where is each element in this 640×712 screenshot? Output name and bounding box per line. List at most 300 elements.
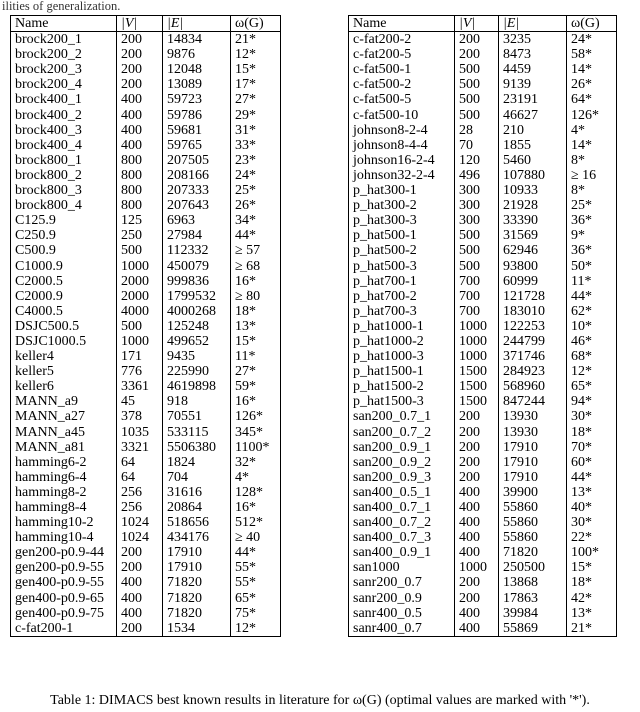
cell-clique-number: ≥ 80 bbox=[231, 289, 281, 304]
table-row bbox=[349, 259, 617, 274]
cell-vertices: 250 bbox=[117, 228, 163, 243]
cell-clique-number: 64* bbox=[567, 92, 617, 107]
cell-name: p_hat1500-1 bbox=[349, 364, 455, 379]
cell-vertices: 496 bbox=[455, 168, 499, 183]
cell-clique-number: 44* bbox=[567, 470, 617, 485]
cell-edges: 39984 bbox=[499, 606, 567, 621]
table-row bbox=[349, 394, 617, 409]
cell-edges: 207643 bbox=[163, 198, 231, 213]
cell-name: johnson8-4-4 bbox=[349, 138, 455, 153]
cell-vertices: 2000 bbox=[117, 274, 163, 289]
cell-edges: 207505 bbox=[163, 153, 231, 168]
cell-name: san200_0.7_2 bbox=[349, 425, 455, 440]
cell-vertices: 500 bbox=[455, 62, 499, 77]
cell-name: hamming10-4 bbox=[11, 530, 117, 545]
cell-name: san1000 bbox=[349, 560, 455, 575]
cell-clique-number: 50* bbox=[567, 259, 617, 274]
table-row bbox=[11, 138, 281, 153]
cell-clique-number: 18* bbox=[567, 575, 617, 590]
cell-name: san400_0.7_3 bbox=[349, 530, 455, 545]
cell-clique-number: 9* bbox=[567, 228, 617, 243]
cell-edges: 208166 bbox=[163, 168, 231, 183]
cell-clique-number: 21* bbox=[231, 32, 281, 48]
cell-clique-number: 55* bbox=[231, 575, 281, 590]
cell-clique-number: ≥ 57 bbox=[231, 243, 281, 258]
cell-clique-number: 12* bbox=[231, 621, 281, 637]
table-row bbox=[349, 485, 617, 500]
table-row bbox=[11, 349, 281, 364]
cell-vertices: 70 bbox=[455, 138, 499, 153]
cell-name: brock200_2 bbox=[11, 47, 117, 62]
cell-name: p_hat500-2 bbox=[349, 243, 455, 258]
table-row bbox=[11, 243, 281, 258]
table-row bbox=[11, 425, 281, 440]
table-row bbox=[11, 62, 281, 77]
col-header-edges: |E| bbox=[499, 16, 567, 32]
cell-name: C250.9 bbox=[11, 228, 117, 243]
cell-edges: 17910 bbox=[499, 455, 567, 470]
cell-clique-number: 11* bbox=[231, 349, 281, 364]
table-row bbox=[11, 606, 281, 621]
cell-vertices: 1000 bbox=[117, 259, 163, 274]
cell-vertices: 400 bbox=[455, 500, 499, 515]
table-row bbox=[349, 530, 617, 545]
cell-edges: 59723 bbox=[163, 92, 231, 107]
cell-vertices: 400 bbox=[117, 108, 163, 123]
cell-clique-number: 15* bbox=[231, 62, 281, 77]
cell-name: san400_0.9_1 bbox=[349, 545, 455, 560]
table-row bbox=[349, 289, 617, 304]
cell-clique-number: 24* bbox=[567, 32, 617, 48]
cell-clique-number: 14* bbox=[567, 62, 617, 77]
cell-name: sanr200_0.7 bbox=[349, 575, 455, 590]
cell-vertices: 400 bbox=[117, 591, 163, 606]
cell-edges: 10933 bbox=[499, 183, 567, 198]
cell-clique-number: 126* bbox=[231, 409, 281, 424]
cell-name: MANN_a9 bbox=[11, 394, 117, 409]
cell-vertices: 500 bbox=[455, 92, 499, 107]
cell-edges: 31569 bbox=[499, 228, 567, 243]
cell-edges: 13089 bbox=[163, 77, 231, 92]
cell-vertices: 200 bbox=[455, 409, 499, 424]
cell-edges: 1855 bbox=[499, 138, 567, 153]
cell-vertices: 200 bbox=[455, 425, 499, 440]
cell-name: brock400_2 bbox=[11, 108, 117, 123]
cell-edges: 23191 bbox=[499, 92, 567, 107]
cell-vertices: 400 bbox=[455, 545, 499, 560]
cell-vertices: 500 bbox=[455, 259, 499, 274]
cell-vertices: 200 bbox=[117, 47, 163, 62]
cell-clique-number: 1100* bbox=[231, 440, 281, 455]
cell-vertices: 300 bbox=[455, 198, 499, 213]
cell-vertices: 1500 bbox=[455, 364, 499, 379]
table-row bbox=[349, 168, 617, 183]
table-row bbox=[11, 485, 281, 500]
cell-clique-number: 126* bbox=[567, 108, 617, 123]
table-row bbox=[11, 47, 281, 62]
cell-name: brock800_2 bbox=[11, 168, 117, 183]
cell-edges: 21928 bbox=[499, 198, 567, 213]
cell-vertices: 1000 bbox=[455, 334, 499, 349]
cell-clique-number: 30* bbox=[567, 515, 617, 530]
cell-edges: 6963 bbox=[163, 213, 231, 228]
cell-clique-number: 13* bbox=[567, 485, 617, 500]
cell-vertices: 378 bbox=[117, 409, 163, 424]
cell-edges: 17863 bbox=[499, 591, 567, 606]
cell-clique-number: 40* bbox=[567, 500, 617, 515]
cell-name: p_hat1000-3 bbox=[349, 349, 455, 364]
cell-clique-number: 12* bbox=[567, 364, 617, 379]
cell-vertices: 500 bbox=[117, 319, 163, 334]
cell-clique-number: 13* bbox=[231, 319, 281, 334]
cell-edges: 55860 bbox=[499, 500, 567, 515]
cell-vertices: 64 bbox=[117, 470, 163, 485]
cell-name: c-fat500-1 bbox=[349, 62, 455, 77]
cell-clique-number: 14* bbox=[567, 138, 617, 153]
cell-name: san400_0.5_1 bbox=[349, 485, 455, 500]
cell-vertices: 171 bbox=[117, 349, 163, 364]
cut-off-text-fragment: ilities of generalization. bbox=[2, 0, 121, 13]
cell-edges: 250500 bbox=[499, 560, 567, 575]
cell-clique-number: 46* bbox=[567, 334, 617, 349]
cell-edges: 62946 bbox=[499, 243, 567, 258]
table-row bbox=[11, 32, 281, 48]
cell-clique-number: 29* bbox=[231, 108, 281, 123]
cell-vertices: 400 bbox=[455, 606, 499, 621]
cell-name: san200_0.9_1 bbox=[349, 440, 455, 455]
cell-vertices: 256 bbox=[117, 500, 163, 515]
cell-name: DSJC1000.5 bbox=[11, 334, 117, 349]
cell-edges: 13930 bbox=[499, 425, 567, 440]
cell-edges: 568960 bbox=[499, 379, 567, 394]
cell-clique-number: 25* bbox=[567, 198, 617, 213]
cell-name: C125.9 bbox=[11, 213, 117, 228]
cell-name: C4000.5 bbox=[11, 304, 117, 319]
cell-edges: 9435 bbox=[163, 349, 231, 364]
cell-vertices: 200 bbox=[455, 440, 499, 455]
cell-clique-number: 512* bbox=[231, 515, 281, 530]
cell-name: brock200_1 bbox=[11, 32, 117, 48]
cell-vertices: 400 bbox=[117, 92, 163, 107]
cell-vertices: 776 bbox=[117, 364, 163, 379]
table-row bbox=[349, 364, 617, 379]
cell-edges: 207333 bbox=[163, 183, 231, 198]
cell-clique-number: 18* bbox=[567, 425, 617, 440]
cell-clique-number: 26* bbox=[567, 77, 617, 92]
dimacs-table-left bbox=[10, 15, 281, 637]
cell-edges: 518656 bbox=[163, 515, 231, 530]
cell-edges: 59786 bbox=[163, 108, 231, 123]
col-header-edges: |E| bbox=[163, 16, 231, 32]
cell-name: p_hat1000-2 bbox=[349, 334, 455, 349]
cell-name: C1000.9 bbox=[11, 259, 117, 274]
table-row bbox=[11, 289, 281, 304]
cell-vertices: 120 bbox=[455, 153, 499, 168]
cell-edges: 9876 bbox=[163, 47, 231, 62]
cell-name: gen400-p0.9-75 bbox=[11, 606, 117, 621]
cell-name: p_hat300-1 bbox=[349, 183, 455, 198]
cell-clique-number: 15* bbox=[231, 334, 281, 349]
cell-clique-number: 42* bbox=[567, 591, 617, 606]
cell-edges: 8473 bbox=[499, 47, 567, 62]
cell-clique-number: 27* bbox=[231, 364, 281, 379]
cell-edges: 70551 bbox=[163, 409, 231, 424]
cell-clique-number: 44* bbox=[231, 228, 281, 243]
cell-name: p_hat700-1 bbox=[349, 274, 455, 289]
cell-edges: 9139 bbox=[499, 77, 567, 92]
cell-vertices: 700 bbox=[455, 304, 499, 319]
table-row bbox=[11, 440, 281, 455]
col-header-vertices: |V| bbox=[455, 16, 499, 32]
table-row bbox=[11, 228, 281, 243]
table-caption: Table 1: DIMACS best known results in literature for ω(G) (optimal values are marked with '*'). bbox=[50, 693, 590, 708]
table-row bbox=[349, 92, 617, 107]
table-row bbox=[349, 243, 617, 258]
cell-clique-number: 59* bbox=[231, 379, 281, 394]
cell-clique-number: 32* bbox=[231, 455, 281, 470]
cell-name: sanr400_0.5 bbox=[349, 606, 455, 621]
cell-clique-number: 30* bbox=[567, 409, 617, 424]
table-row bbox=[11, 334, 281, 349]
cell-edges: 33390 bbox=[499, 213, 567, 228]
cell-clique-number: 55* bbox=[231, 560, 281, 575]
table-row bbox=[11, 304, 281, 319]
cell-clique-number: 16* bbox=[231, 394, 281, 409]
cell-name: hamming8-4 bbox=[11, 500, 117, 515]
cell-clique-number: 65* bbox=[231, 591, 281, 606]
table-row bbox=[11, 455, 281, 470]
table-row bbox=[11, 168, 281, 183]
cell-edges: 4459 bbox=[499, 62, 567, 77]
cell-vertices: 500 bbox=[455, 243, 499, 258]
cell-edges: 225990 bbox=[163, 364, 231, 379]
cell-name: brock800_1 bbox=[11, 153, 117, 168]
cell-edges: 13868 bbox=[499, 575, 567, 590]
col-header-clique-number: ω(G) bbox=[567, 16, 617, 32]
cell-edges: 704 bbox=[163, 470, 231, 485]
table-row bbox=[349, 621, 617, 637]
cell-edges: 71820 bbox=[163, 591, 231, 606]
cell-name: C2000.9 bbox=[11, 289, 117, 304]
cell-name: gen200-p0.9-55 bbox=[11, 560, 117, 575]
cell-name: c-fat500-5 bbox=[349, 92, 455, 107]
col-header-name: Name bbox=[11, 16, 117, 32]
table-row bbox=[349, 349, 617, 364]
cell-vertices: 200 bbox=[455, 470, 499, 485]
cell-name: san200_0.7_1 bbox=[349, 409, 455, 424]
cell-clique-number: 31* bbox=[231, 123, 281, 138]
cell-clique-number: 128* bbox=[231, 485, 281, 500]
table-row bbox=[349, 591, 617, 606]
cell-edges: 46627 bbox=[499, 108, 567, 123]
cell-name: hamming6-4 bbox=[11, 470, 117, 485]
cell-clique-number: 16* bbox=[231, 274, 281, 289]
cell-edges: 71820 bbox=[163, 606, 231, 621]
cell-edges: 122253 bbox=[499, 319, 567, 334]
table-row bbox=[11, 591, 281, 606]
cell-vertices: 1024 bbox=[117, 515, 163, 530]
cell-vertices: 200 bbox=[117, 560, 163, 575]
table-row bbox=[11, 409, 281, 424]
cell-name: brock400_1 bbox=[11, 92, 117, 107]
cell-name: san200_0.9_3 bbox=[349, 470, 455, 485]
cell-name: c-fat500-10 bbox=[349, 108, 455, 123]
table-row bbox=[349, 545, 617, 560]
table-row bbox=[11, 123, 281, 138]
cell-name: c-fat200-1 bbox=[11, 621, 117, 637]
table-row bbox=[11, 515, 281, 530]
table-row bbox=[11, 364, 281, 379]
table-row bbox=[349, 455, 617, 470]
cell-vertices: 3361 bbox=[117, 379, 163, 394]
cell-clique-number: 10* bbox=[567, 319, 617, 334]
cell-vertices: 1000 bbox=[117, 334, 163, 349]
cell-name: johnson16-2-4 bbox=[349, 153, 455, 168]
cell-edges: 5460 bbox=[499, 153, 567, 168]
cell-edges: 17910 bbox=[499, 470, 567, 485]
cell-vertices: 2000 bbox=[117, 289, 163, 304]
cell-name: gen400-p0.9-55 bbox=[11, 575, 117, 590]
cell-vertices: 1000 bbox=[455, 349, 499, 364]
table-row bbox=[349, 213, 617, 228]
cell-edges: 121728 bbox=[499, 289, 567, 304]
table-row bbox=[349, 108, 617, 123]
cell-name: brock400_3 bbox=[11, 123, 117, 138]
cell-edges: 1534 bbox=[163, 621, 231, 637]
cell-vertices: 4000 bbox=[117, 304, 163, 319]
cell-name: c-fat500-2 bbox=[349, 77, 455, 92]
cell-vertices: 45 bbox=[117, 394, 163, 409]
table-row bbox=[349, 62, 617, 77]
cell-name: johnson8-2-4 bbox=[349, 123, 455, 138]
cell-clique-number: ≥ 68 bbox=[231, 259, 281, 274]
cell-clique-number: 100* bbox=[567, 545, 617, 560]
cell-name: p_hat1000-1 bbox=[349, 319, 455, 334]
cell-name: MANN_a27 bbox=[11, 409, 117, 424]
cell-vertices: 500 bbox=[455, 77, 499, 92]
cell-name: p_hat300-2 bbox=[349, 198, 455, 213]
cell-clique-number: 60* bbox=[567, 455, 617, 470]
dimacs-table-right bbox=[348, 15, 617, 637]
cell-vertices: 200 bbox=[117, 77, 163, 92]
cell-edges: 31616 bbox=[163, 485, 231, 500]
table-row bbox=[11, 77, 281, 92]
cell-vertices: 300 bbox=[455, 213, 499, 228]
table-row bbox=[349, 560, 617, 575]
cell-clique-number: 4* bbox=[567, 123, 617, 138]
cell-name: hamming8-2 bbox=[11, 485, 117, 500]
table-row bbox=[11, 153, 281, 168]
cell-name: hamming6-2 bbox=[11, 455, 117, 470]
cell-name: p_hat700-3 bbox=[349, 304, 455, 319]
header-row bbox=[349, 16, 617, 32]
cell-clique-number: 15* bbox=[567, 560, 617, 575]
table-row bbox=[11, 183, 281, 198]
cell-edges: 20864 bbox=[163, 500, 231, 515]
cell-vertices: 500 bbox=[455, 108, 499, 123]
table-row bbox=[349, 32, 617, 48]
cell-clique-number: 36* bbox=[567, 213, 617, 228]
cell-name: san200_0.9_2 bbox=[349, 455, 455, 470]
cell-name: MANN_a45 bbox=[11, 425, 117, 440]
cell-vertices: 1000 bbox=[455, 560, 499, 575]
table-row bbox=[349, 334, 617, 349]
cell-edges: 55860 bbox=[499, 515, 567, 530]
cell-name: C2000.5 bbox=[11, 274, 117, 289]
cell-edges: 4619898 bbox=[163, 379, 231, 394]
cell-clique-number: ≥ 40 bbox=[231, 530, 281, 545]
table-row bbox=[349, 228, 617, 243]
table-row bbox=[349, 77, 617, 92]
cell-name: p_hat300-3 bbox=[349, 213, 455, 228]
cell-vertices: 400 bbox=[117, 123, 163, 138]
cell-vertices: 500 bbox=[117, 243, 163, 258]
cell-vertices: 1035 bbox=[117, 425, 163, 440]
cell-vertices: 256 bbox=[117, 485, 163, 500]
cell-name: johnson32-2-4 bbox=[349, 168, 455, 183]
cell-name: keller6 bbox=[11, 379, 117, 394]
cell-clique-number: 22* bbox=[567, 530, 617, 545]
cell-vertices: 400 bbox=[117, 606, 163, 621]
cell-name: p_hat1500-2 bbox=[349, 379, 455, 394]
cell-vertices: 800 bbox=[117, 183, 163, 198]
cell-clique-number: 21* bbox=[567, 621, 617, 637]
cell-edges: 93800 bbox=[499, 259, 567, 274]
table-row bbox=[349, 440, 617, 455]
cell-edges: 533115 bbox=[163, 425, 231, 440]
cell-edges: 112332 bbox=[163, 243, 231, 258]
header-row bbox=[11, 16, 281, 32]
cell-name: brock800_3 bbox=[11, 183, 117, 198]
cell-clique-number: 16* bbox=[231, 500, 281, 515]
cell-clique-number: 25* bbox=[231, 183, 281, 198]
cell-vertices: 800 bbox=[117, 168, 163, 183]
cell-vertices: 500 bbox=[455, 228, 499, 243]
cell-edges: 60999 bbox=[499, 274, 567, 289]
cell-edges: 1799532 bbox=[163, 289, 231, 304]
cell-edges: 27984 bbox=[163, 228, 231, 243]
cell-vertices: 800 bbox=[117, 198, 163, 213]
cell-edges: 5506380 bbox=[163, 440, 231, 455]
table-row bbox=[349, 47, 617, 62]
table-row bbox=[349, 470, 617, 485]
cell-vertices: 200 bbox=[455, 32, 499, 48]
cell-edges: 999836 bbox=[163, 274, 231, 289]
col-header-clique-number: ω(G) bbox=[231, 16, 281, 32]
table-row bbox=[349, 425, 617, 440]
cell-clique-number: 4* bbox=[231, 470, 281, 485]
cell-name: keller4 bbox=[11, 349, 117, 364]
cell-vertices: 700 bbox=[455, 289, 499, 304]
cell-clique-number: 65* bbox=[567, 379, 617, 394]
cell-vertices: 200 bbox=[455, 47, 499, 62]
cell-vertices: 400 bbox=[455, 485, 499, 500]
cell-clique-number: 58* bbox=[567, 47, 617, 62]
cell-edges: 59765 bbox=[163, 138, 231, 153]
cell-vertices: 200 bbox=[455, 455, 499, 470]
table-row bbox=[349, 319, 617, 334]
cell-vertices: 400 bbox=[455, 515, 499, 530]
cell-name: brock400_4 bbox=[11, 138, 117, 153]
table-row bbox=[11, 545, 281, 560]
cell-edges: 71820 bbox=[499, 545, 567, 560]
cell-clique-number: 26* bbox=[231, 198, 281, 213]
cell-vertices: 400 bbox=[455, 530, 499, 545]
cell-clique-number: 44* bbox=[231, 545, 281, 560]
cell-vertices: 400 bbox=[455, 621, 499, 637]
table-row bbox=[349, 274, 617, 289]
cell-name: gen200-p0.9-44 bbox=[11, 545, 117, 560]
